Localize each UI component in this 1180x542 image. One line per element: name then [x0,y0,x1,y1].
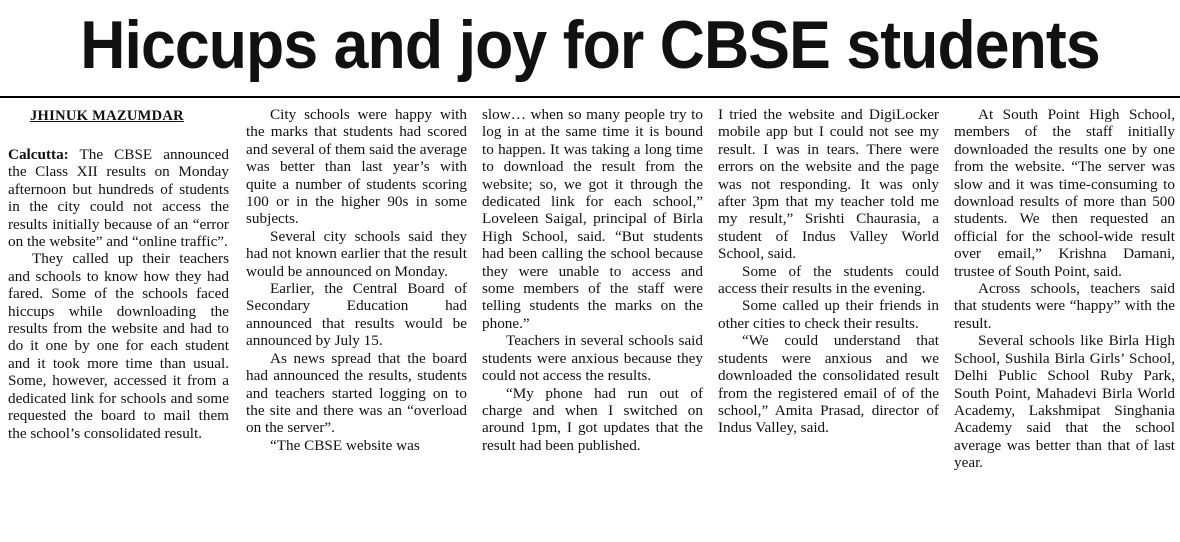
article-column-5 [954,106,1175,472]
article-paragraph: Teachers in several schools said students were anxious because they could not access the results. [482,332,703,385]
article-paragraph: As news spread that the board had announced the results, students and teachers started logging on to the site and there was an “overload on the server”. [246,349,467,437]
article-column-4 [718,106,939,437]
article-paragraph: Some of the students could access their results in the evening. [718,262,939,298]
article-paragraph: “The CBSE website was [270,436,420,454]
article-paragraph: City schools were happy with the marks that students had scored and several of them said the average was better than last year’s with quite a number of students scoring 100 or in the higher 90s in some subjects. [246,106,467,228]
article-paragraph: Earlier, the Central Board of Secondary Education had announced that results would be announced by July 15. [246,280,467,350]
article-paragraph: “We could understand that students were anxious and we downloaded the consolidated result from the registered email of of the school,” Amita Prasad, director of Indus Valley, said. [718,332,939,437]
dateline: Calcutta: [8,146,69,163]
article-column-3 [482,106,703,454]
article-paragraph: Some called up their friends in other cities to check their results. [718,297,939,332]
byline: JHINUK MAZUMDAR [30,108,184,124]
article-paragraph: “My phone had run out of charge and when I switched on around 1pm, I got updates that the result had been published. [482,384,703,454]
article-paragraph: I tried the website and DigiLocker mobile app but I could not see my result. I was in tears. There were errors on the website and the page was not responding. It was only after 3pm that my teacher told me my result,” Srishti Chaurasia, a student of Indus Valley World School, said. [718,106,939,263]
article-column-1 [8,106,229,442]
article-paragraph: Calcutta: The CBSE announced the Class XII results on Monday afternoon but hundreds of students in the city could not access the results initially because of an “error on the website” and “online traffic”. [8,146,229,251]
article-paragraph: Across schools, teachers said that students were “happy” with the result. [954,280,1175,332]
article-column-2 [246,106,467,454]
article-paragraph: slow… when so many people try to log in at the same time it is bound to happen. It was taking a long time to download the result from the website; so, we got it through the dedicated link for each school,” Loveleen Saigal, principal of Birla High School, said. “But students had been calling the school because they were unable to access and some members of the staff were telling students the marks on the phone.” [482,106,703,332]
article-paragraph: At South Point High School, members of the staff initially downloaded the results one by one from the website. “The server was slow and it was time-consuming to download results of more than 500 students. We then requested an official for the school-wide result over email,” Krishna Damani, trustee of South Point, said. [954,106,1175,280]
article-paragraph: Several city schools said they had not known earlier that the result would be announced on Monday. [246,227,467,280]
headline: Hiccups and joy for CBSE students [80,7,1100,83]
article-paragraph: They called up their teachers and schools to know how they had fared. Some of the schools faced hiccups while downloading the results from the website and had to do it one by one for each student and it took more time than usual. Some, however, accessed it from a dedicated link for schools and some requested the board to mail them the school’s consolidated result. [8,250,229,442]
article-paragraph: Several schools like Birla High School, Sushila Birla Girls’ School, Delhi Public School Ruby Park, South Point, Mahadevi Birla World Academy, Lakshmipat Singhania Academy said that the school average was better than that of last year. [954,332,1175,472]
headline-divider [0,96,1180,98]
